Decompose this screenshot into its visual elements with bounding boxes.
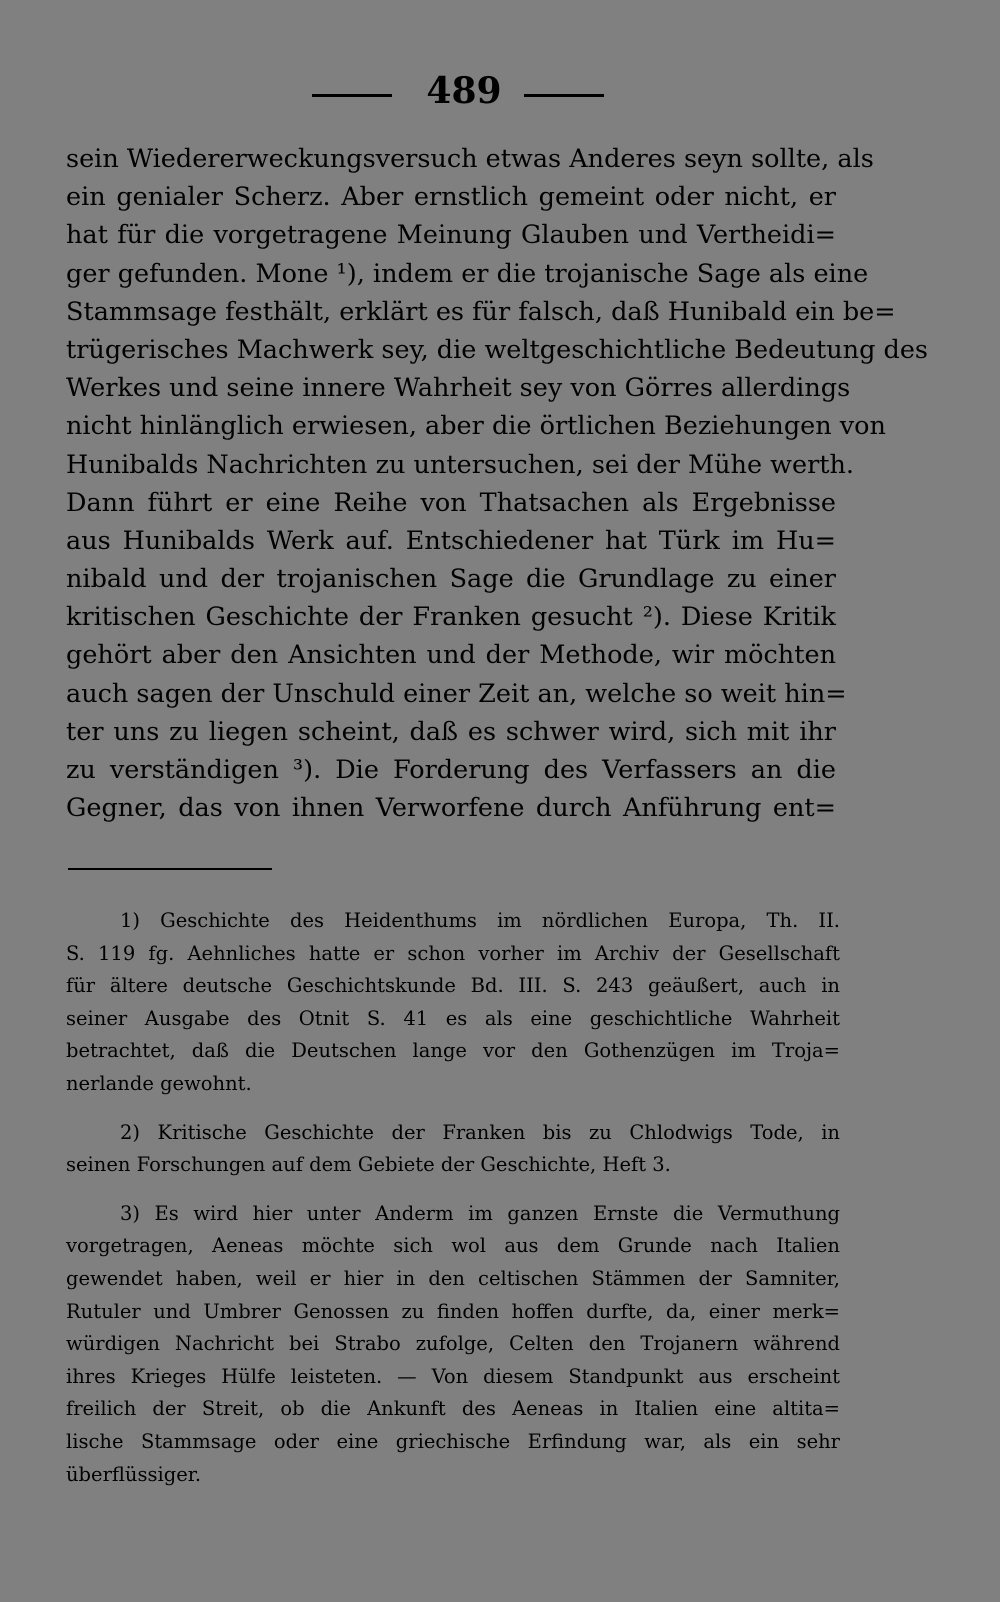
- footnote-line: 1) Geschichte des Heidenthums im nördlichen Europa, Th. II.: [120, 909, 840, 932]
- body-line: Stammsage festhält, erklärt es für falsch, daß Hunibald ein be=: [66, 296, 896, 327]
- header-rule-left: [312, 94, 392, 97]
- body-line: zu verständigen ³). Die Forderung des Verfassers an die: [66, 755, 836, 785]
- footnote-3: [66, 1198, 840, 1491]
- body-line: nicht hinlänglich erwiesen, aber die örtlichen Beziehungen von: [66, 411, 886, 442]
- body-line: hat für die vorgetragene Meinung Glauben und Vertheidi=: [66, 220, 836, 251]
- footnote-line: für ältere deutsche Geschichtskunde Bd. III. S. 243 geäußert, auch in: [66, 974, 840, 998]
- footnote-line: überflüssiger.: [66, 1462, 202, 1486]
- footnote-line: 3) Es wird hier unter Anderm im ganzen Ernste die Vermuthung: [120, 1201, 840, 1225]
- footnote-line: vorgetragen, Aeneas möchte sich wol aus dem Grunde nach Italien: [66, 1234, 840, 1258]
- body-line: ger gefunden. Mone ¹), indem er die trojanische Sage als eine: [66, 258, 869, 289]
- footnote-line: würdigen Nachricht bei Strabo zufolge, Celten den Trojanern während: [66, 1332, 840, 1356]
- body-line: aus Hunibalds Werk auf. Entschiedener hat Türk im Hu=: [66, 525, 836, 556]
- footnote-line: freilich der Streit, ob die Ankunft des Aeneas in Italien eine altita=: [66, 1397, 840, 1421]
- page-header: [0, 62, 1000, 122]
- page-number: 489: [426, 70, 502, 112]
- body-line: ter uns zu liegen scheint, daß es schwer wird, sich mit ihr: [66, 716, 836, 747]
- footnote-line: gewendet haben, weil er hier in den celtischen Stämmen der Samniter,: [66, 1266, 840, 1290]
- footnote-separator: [68, 868, 272, 870]
- footnote-line: seinen Forschungen auf dem Gebiete der Geschichte, Heft 3.: [66, 1153, 671, 1177]
- body-line: Werkes und seine innere Wahrheit sey von Görres allerdings: [66, 373, 851, 404]
- body-line: ein genialer Scherz. Aber ernstlich gemeint oder nicht, er: [66, 182, 836, 213]
- body-line: gehört aber den Ansichten und der Methode, wir möchten: [66, 640, 836, 671]
- body-line: kritischen Geschichte der Franken gesucht ²). Diese Kritik: [66, 602, 836, 633]
- footnote-line: S. 119 fg. Aehnliches hatte er schon vorher im Archiv der Gesellschaft: [66, 941, 840, 965]
- body-line: Gegner, das von ihnen Verworfene durch Anführung ent=: [66, 793, 836, 824]
- footnote-line: Rutuler und Umbrer Genossen zu finden hoffen durfte, da, einer merk=: [66, 1299, 840, 1323]
- footnote-2: [66, 1117, 840, 1182]
- body-line: auch sagen der Unschuld einer Zeit an, welche so weit hin=: [66, 678, 847, 709]
- body-line: nibald und der trojanischen Sage die Grundlage zu einer: [66, 564, 836, 595]
- body-text: [66, 140, 928, 827]
- footnotes: [66, 905, 840, 1491]
- footnote-line: seiner Ausgabe des Otnit S. 41 es als eine geschichtliche Wahrheit: [66, 1006, 840, 1030]
- footnote-line: ihres Krieges Hülfe leisteten. — Von diesem Standpunkt aus erscheint: [66, 1364, 840, 1388]
- footnote-line: 2) Kritische Geschichte der Franken bis zu Chlodwigs Tode, in: [120, 1120, 840, 1144]
- body-line: trügerisches Machwerk sey, die weltgeschichtliche Bedeutung des: [66, 334, 928, 365]
- footnote-1: [66, 905, 840, 1101]
- footnote-line: betrachtet, daß die Deutschen lange vor den Gothenzügen im Troja=: [66, 1039, 840, 1063]
- header-rule-right: [524, 94, 604, 97]
- footnote-line: nerlande gewohnt.: [66, 1071, 252, 1095]
- body-line: Dann führt er eine Reihe von Thatsachen als Ergebnisse: [66, 487, 836, 518]
- body-line: Hunibalds Nachrichten zu untersuchen, sei der Mühe werth.: [66, 449, 855, 480]
- body-line: sein Wiedererweckungsversuch etwas Anderes seyn sollte, als: [66, 144, 874, 174]
- footnote-line: lische Stammsage oder eine griechische Erfindung war, als ein sehr: [66, 1429, 840, 1453]
